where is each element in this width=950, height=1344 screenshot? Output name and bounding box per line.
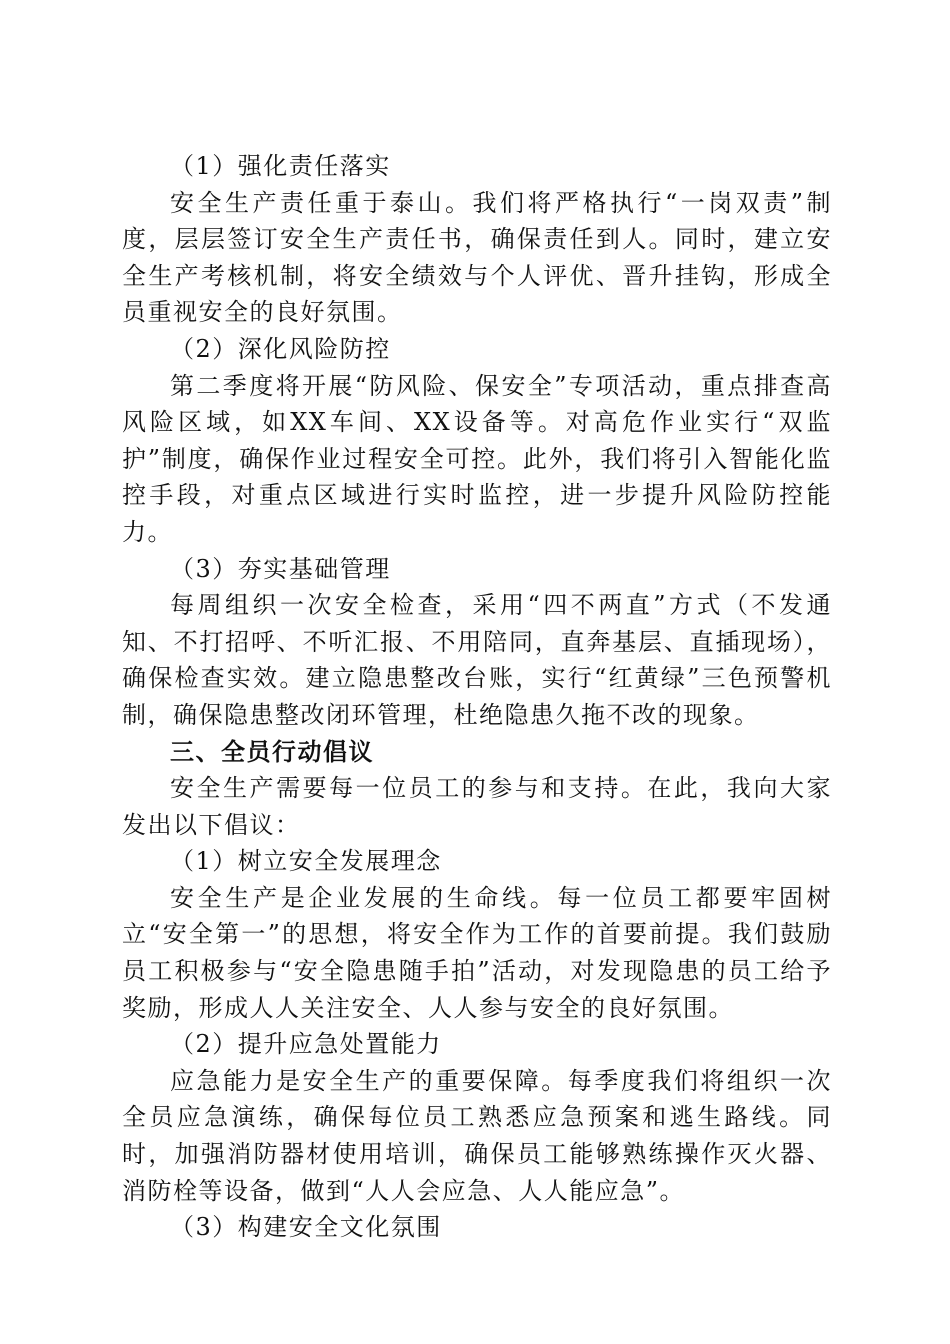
subheading-basic-management: （3）夯实基础管理 [170, 554, 391, 583]
paragraph-emergency-response: 应急能力是安全生产的重要保障。每季度我们将组织一次全员应急演练，确保每位员工熟悉应急预案和逃生路线。同时，加强消防器材使用培训，确保员工能够熟练操作灭火器、消防栓等设备，做到“人人会应急、人人能应急”。 [122, 1066, 832, 1205]
subheading-strengthen-responsibility: （1）强化责任落实 [170, 152, 391, 180]
subheading-safety-concept: （1）树立安全发展理念 [170, 847, 442, 876]
subheading-emergency-response: （2）提升应急处置能力 [170, 1030, 442, 1059]
paragraph-initiative-intro: 安全生产需要每一位员工的参与和支持。在此，我向大家发出以下倡议： [122, 774, 832, 839]
section-heading-initiative: 三、全员行动倡议 [170, 737, 374, 766]
paragraph-risk-control: 第二季度将开展“防风险、保安全”专项活动，重点排查高风险区域，如XX车间、XX设备等。对高危作业实行“双监护”制度，确保作业过程安全可控。此外，我们将引入智能化监控手段，对重点区域进行实时监控，进一步提升风险防控能力。 [122, 371, 832, 546]
subheading-safety-culture: （3）构建安全文化氛围 [170, 1213, 442, 1242]
paragraph-responsibility: 安全生产责任重于泰山。我们将严格执行“一岗双责”制度，层层签订安全生产责任书，确保责任到人。同时，建立安全生产考核机制，将安全绩效与个人评优、晋升挂钩，形成全员重视安全的良好氛围。 [122, 188, 832, 327]
document-body [122, 148, 832, 1246]
paragraph-safety-concept: 安全生产是企业发展的生命线。每一位员工都要牢固树立“安全第一”的思想，将安全作为工作的首要前提。我们鼓励员工积极参与“安全隐患随手拍”活动，对发现隐患的员工给予奖励，形成人人关注安全、人人参与安全的良好氛围。 [122, 883, 832, 1022]
paragraph-basic-management: 每周组织一次安全检查，采用“四不两直”方式（不发通知、不打招呼、不听汇报、不用陪同，直奔基层、直插现场），确保检查实效。建立隐患整改台账，实行“红黄绿”三色预警机制，确保隐患整改闭环管理，杜绝隐患久拖不改的现象。 [122, 591, 832, 729]
subheading-risk-control: （2）深化风险防控 [170, 334, 391, 363]
